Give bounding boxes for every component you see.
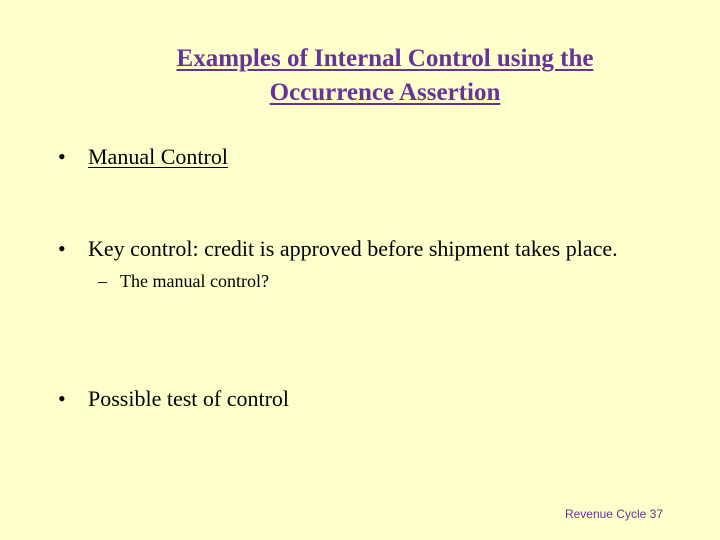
bullet-marker: • [58,236,66,261]
slide-title-line-1: Examples of Internal Control using the [176,45,594,72]
bullet-marker: • [58,144,66,169]
bullet-marker: • [58,386,66,411]
sub-bullet-text: The manual control? [120,271,269,291]
bullet-item-test-of-control [58,385,289,413]
bullet-item-manual-control [58,143,228,171]
slide-footer: Revenue Cycle 37 [564,507,663,521]
bullet-text: Manual Control [88,144,228,169]
slide-title [90,42,680,110]
sub-bullet-item-manual-control-question [98,270,269,292]
bullet-item-key-control [58,235,618,263]
sub-bullet-marker: – [98,271,107,291]
bullet-text: Key control: credit is approved before shipment takes place. [88,236,618,261]
bullet-text: Possible test of control [88,386,290,411]
slide-title-line-2: Occurrence Assertion [269,79,501,106]
